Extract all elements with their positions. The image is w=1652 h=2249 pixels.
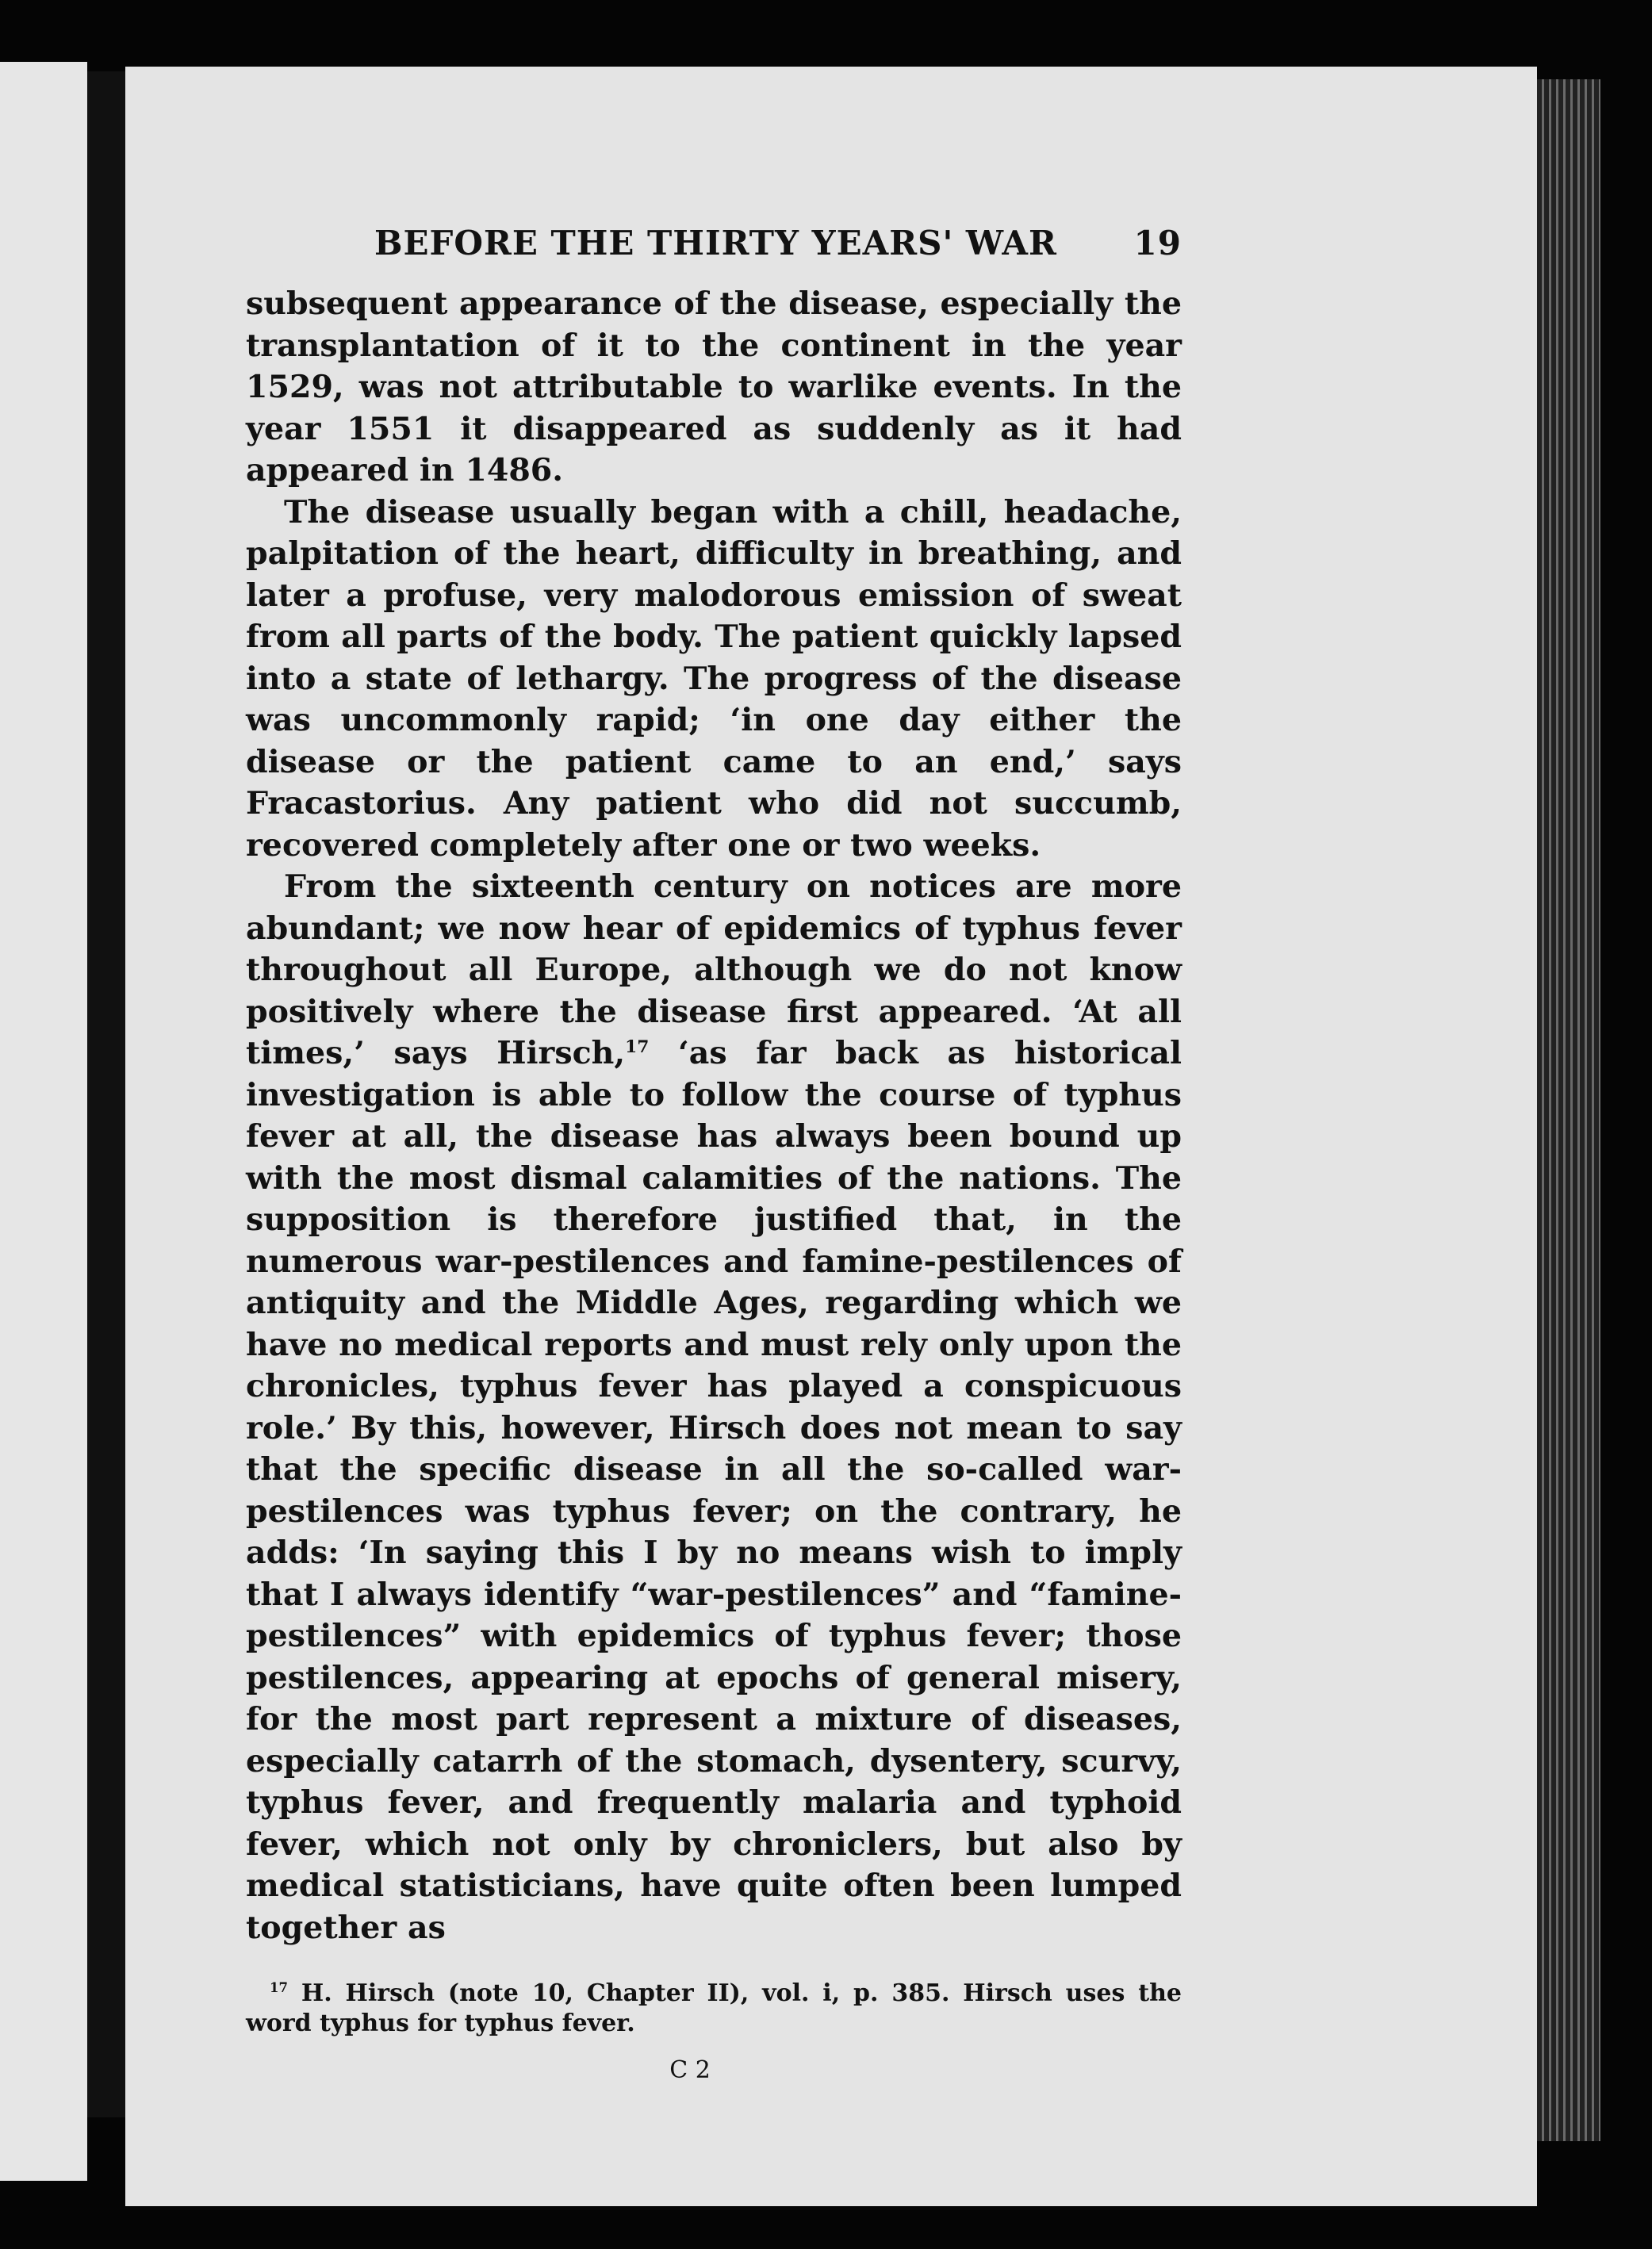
- footnote-reference: 17: [625, 1036, 650, 1057]
- paragraph-3-text-b: ‘as far back as historical investigation is able to follow the course of typhus fever at all, the disease has always been bound up with the most dismal calamities of the nations. The supposition is therefore justified that, in the numerous war-pestilences and famine-pestilences of antiquity and the Middle Ages, regarding which we have no medical reports and must rely only upon the chronicles, typhus fever has played a conspicuous role.’ By this, however, Hirsch does not mean to say that the specific disease in all the so-called war-pestilences was typhus fever; on the contrary, he adds: ‘In saying this I by no means wish to imply that I always identify “war-pestilences” and “famine-pestilences” with epidemics of typhus fever; those pestilences, appearing at epochs of general misery, for the most part represent a mixture of diseases, especially catarrh of the stomach, dysentery, scurvy, typhus fever, and frequently malaria and typhoid fever, which not only by chroniclers, but also by medical statisticians, have quite often been lumped together as: [246, 1035, 1182, 1946]
- facing-page-fragment: [0, 62, 87, 2181]
- running-title: BEFORE THE THIRTY YEARS' WAR: [374, 224, 1057, 262]
- gutter-shadow: [87, 71, 125, 2117]
- paragraph-1: subsequent appearance of the disease, especially the transplantation of it to the continent in the year 1529, was not attributable to warlike events. In the year 1551 it disappeared as suddenly as it had appeared in 1486.: [246, 285, 1182, 488]
- footnote: [246, 1979, 1182, 2039]
- paragraph-3-text-a: From the sixteenth century on notices are more abundant; we now hear of epidemics of typhus fever throughout all Europe, although we do not know positively where the disease first appeared. ‘At all times,’ says Hirsch,: [246, 868, 1182, 1071]
- page-number: 19: [1133, 224, 1182, 262]
- footnote-text: H. Hirsch (note 10, Chapter II), vol. i, p. 385. Hirsch uses the word typhus for typhus fever.: [246, 1979, 1182, 2037]
- paragraph-2: The disease usually began with a chill, headache, palpitation of the heart, difficulty in breathing, and later a profuse, very malodorous emission of sweat from all parts of the body. The patient quickly lapsed into a state of lethargy. The progress of the disease was uncommonly rapid; ‘in one day either the disease or the patient came to an end,’ says Fracastorius. Any patient who did not succumb, recovered completely after one or two weeks.: [246, 493, 1182, 864]
- running-header: [374, 224, 1182, 262]
- page-content: [246, 224, 1182, 2084]
- signature-mark: C 2: [669, 2056, 711, 2084]
- footnote-number: 17: [270, 1980, 288, 1995]
- page-edges: [1537, 79, 1600, 2141]
- body-text: [246, 283, 1182, 1948]
- paragraph-3: [246, 866, 1182, 1948]
